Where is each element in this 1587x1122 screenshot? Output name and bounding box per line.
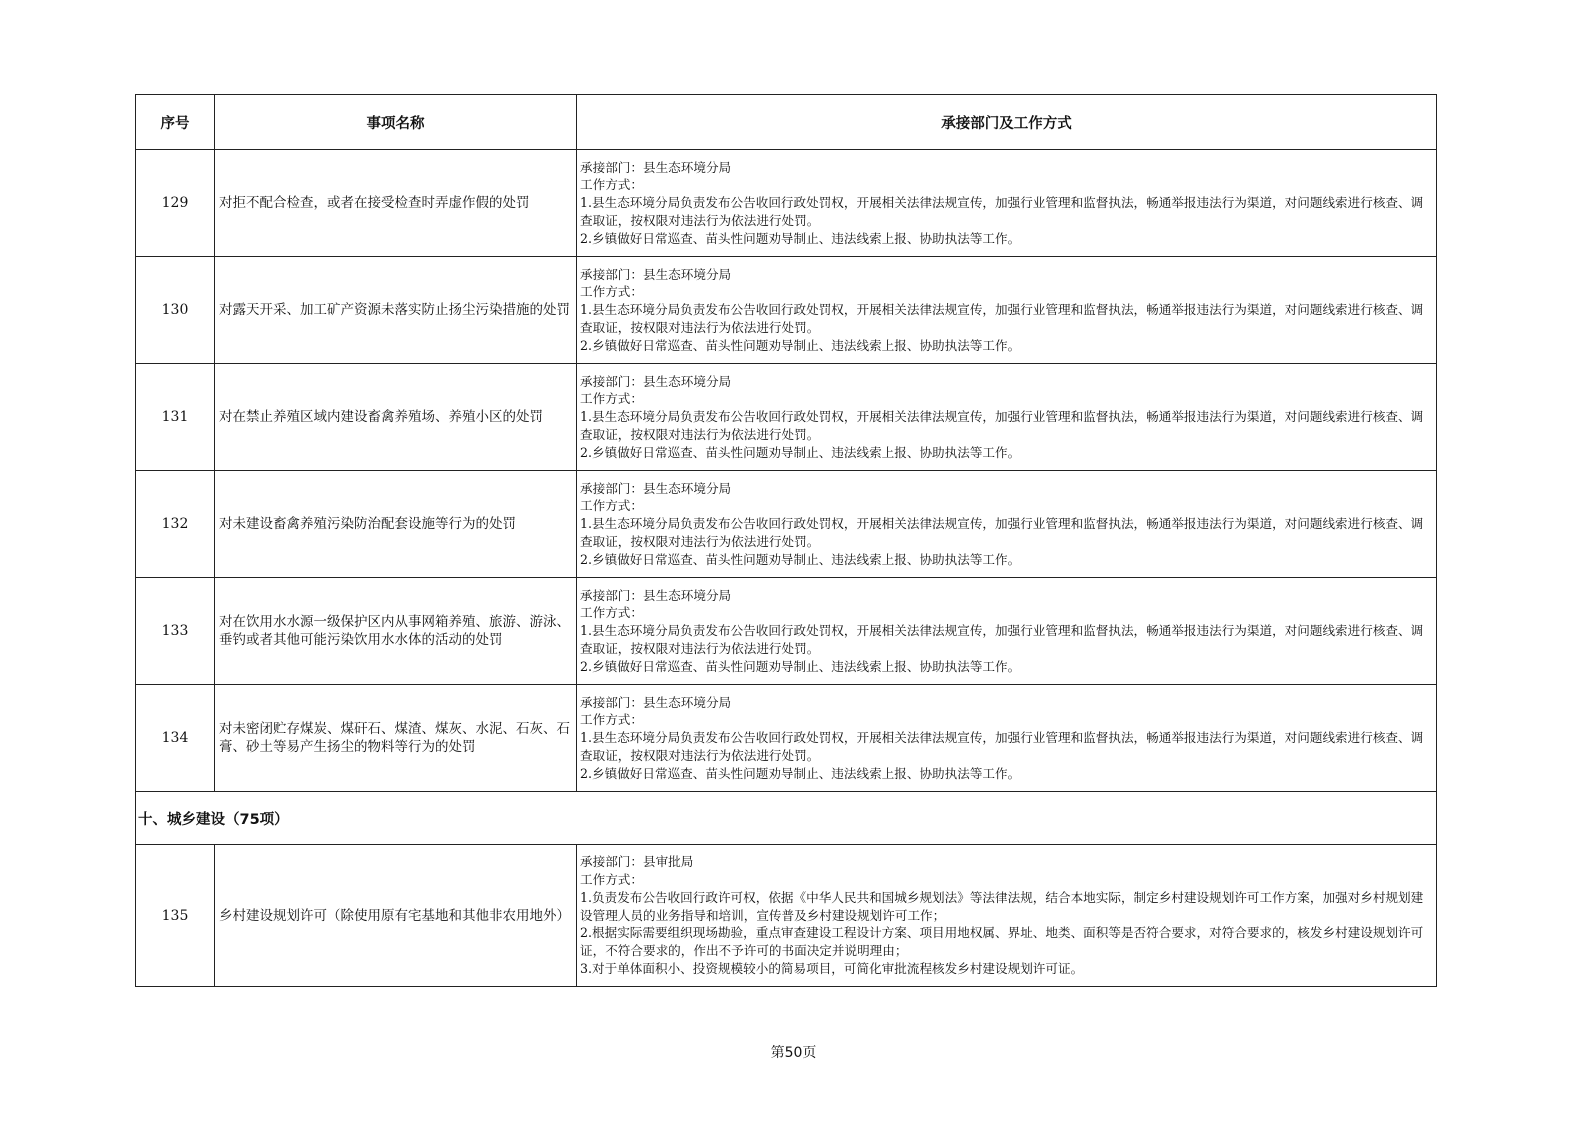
dept-line: 2.乡镇做好日常巡查、苗头性问题劝导制止、违法线索上报、协助执法等工作。: [580, 337, 1021, 353]
dept-line: 3.对于单体面积小、投资规模较小的简易项目，可简化审批流程核发乡村建设规划许可证。: [580, 960, 1084, 976]
table-row: [136, 578, 1437, 685]
table-header-row: [136, 95, 1437, 150]
dept-line: 1.县生态环境分局负责发布公告收回行政处罚权，开展相关法律法规宣传，加强行业管理和监督执法，畅通举报违法行为渠道，对问题线索进行核查、调查取证，按权限对违法行为依法进行处罚。: [580, 730, 1424, 763]
row-serial-number: 135: [136, 845, 215, 987]
row-department-method: [577, 471, 1437, 578]
dept-line: 2.乡镇做好日常巡查、苗头性问题劝导制止、违法线索上报、协助执法等工作。: [580, 551, 1021, 567]
dept-line: 承接部门：县生态环境分局: [580, 694, 732, 710]
page-number: 第50页: [770, 1045, 817, 1061]
dept-line: 承接部门：县生态环境分局: [580, 480, 732, 496]
dept-line: 2.乡镇做好日常巡查、苗头性问题劝导制止、违法线索上报、协助执法等工作。: [580, 658, 1021, 674]
row-item-name: 对拒不配合检查，或者在接受检查时弄虚作假的处罚: [215, 150, 577, 257]
row-department-method: [577, 364, 1437, 471]
table-row: [136, 471, 1437, 578]
dept-line: 承接部门：县生态环境分局: [580, 159, 732, 175]
dept-line: 承接部门：县生态环境分局: [580, 587, 732, 603]
table-row: [136, 150, 1437, 257]
row-item-name: 对在饮用水水源一级保护区内从事网箱养殖、旅游、游泳、垂钓或者其他可能污染饮用水水体的活动的处罚: [215, 578, 577, 685]
dept-line: 工作方式：: [580, 284, 643, 300]
dept-line: 工作方式：: [580, 605, 643, 621]
dept-line: 2.乡镇做好日常巡查、苗头性问题劝导制止、违法线索上报、协助执法等工作。: [580, 444, 1021, 460]
row-item-name: 对未建设畜禽养殖污染防治配套设施等行为的处罚: [215, 471, 577, 578]
dept-line: 2.根据实际需要组织现场勘验，重点审查建设工程设计方案、项目用地权属、界址、地类、面积等是否符合要求，对符合要求的，核发乡村建设规划许可证，不符合要求的，作出不予许可的书面决定并说明理由；: [580, 925, 1424, 959]
dept-line: 2.乡镇做好日常巡查、苗头性问题劝导制止、违法线索上报、协助执法等工作。: [580, 230, 1021, 246]
table-row: [136, 257, 1437, 364]
header-serial-number: 序号: [136, 95, 215, 150]
row-serial-number: 132: [136, 471, 215, 578]
row-serial-number: 131: [136, 364, 215, 471]
row-item-name: 对在禁止养殖区域内建设畜禽养殖场、养殖小区的处罚: [215, 364, 577, 471]
row-department-method: [577, 150, 1437, 257]
row-department-method: [577, 257, 1437, 364]
row-item-name: 对露天开采、加工矿产资源未落实防止扬尘污染措施的处罚: [215, 257, 577, 364]
table-row: [136, 685, 1437, 792]
row-item-name: 乡村建设规划许可（除使用原有宅基地和其他非农用地外）: [215, 845, 577, 987]
dept-line: 工作方式：: [580, 391, 643, 407]
row-item-name: 对未密闭贮存煤炭、煤矸石、煤渣、煤灰、水泥、石灰、石膏、砂土等易产生扬尘的物料等行为的处罚: [215, 685, 577, 792]
dept-line: 1.县生态环境分局负责发布公告收回行政处罚权，开展相关法律法规宣传，加强行业管理和监督执法，畅通举报违法行为渠道，对问题线索进行核查、调查取证，按权限对违法行为依法进行处罚。: [580, 302, 1424, 335]
row-serial-number: 130: [136, 257, 215, 364]
permission-table: [135, 94, 1437, 987]
dept-line: 1.县生态环境分局负责发布公告收回行政处罚权，开展相关法律法规宣传，加强行业管理和监督执法，畅通举报违法行为渠道，对问题线索进行核查、调查取证，按权限对违法行为依法进行处罚。: [580, 516, 1424, 549]
dept-line: 1.负责发布公告收回行政许可权，依据《中华人民共和国城乡规划法》等法律法规，结合本地实际，制定乡村建设规划许可工作方案，加强对乡村规划建设管理人员的业务指导和培训，宣传普及乡村建设规划许可工作；: [580, 889, 1424, 923]
dept-line: 承接部门：县生态环境分局: [580, 373, 732, 389]
dept-line: 工作方式：: [580, 872, 643, 887]
row-serial-number: 133: [136, 578, 215, 685]
dept-line: 1.县生态环境分局负责发布公告收回行政处罚权，开展相关法律法规宣传，加强行业管理和监督执法，畅通举报违法行为渠道，对问题线索进行核查、调查取证，按权限对违法行为依法进行处罚。: [580, 195, 1424, 228]
table-row: [136, 364, 1437, 471]
row-serial-number: 134: [136, 685, 215, 792]
dept-line: 承接部门：县审批局: [580, 854, 694, 870]
dept-line: 1.县生态环境分局负责发布公告收回行政处罚权，开展相关法律法规宣传，加强行业管理和监督执法，畅通举报违法行为渠道，对问题线索进行核查、调查取证，按权限对违法行为依法进行处罚。: [580, 623, 1424, 656]
row-serial-number: 129: [136, 150, 215, 257]
dept-line: 2.乡镇做好日常巡查、苗头性问题劝导制止、违法线索上报、协助执法等工作。: [580, 765, 1021, 781]
row-department-method: [577, 578, 1437, 685]
header-department-method: 承接部门及工作方式: [577, 95, 1437, 150]
row-department-method: [577, 845, 1437, 987]
dept-line: 承接部门：县生态环境分局: [580, 266, 732, 282]
dept-line: 1.县生态环境分局负责发布公告收回行政处罚权，开展相关法律法规宣传，加强行业管理和监督执法，畅通举报违法行为渠道，对问题线索进行核查、调查取证，按权限对违法行为依法进行处罚。: [580, 409, 1424, 442]
dept-line: 工作方式：: [580, 712, 643, 728]
section-title: 十、城乡建设（75项）: [136, 792, 1437, 845]
row-department-method: [577, 685, 1437, 792]
section-header-row: [136, 792, 1437, 845]
header-item-name: 事项名称: [215, 95, 577, 150]
table-row: [136, 845, 1437, 987]
dept-line: 工作方式：: [580, 498, 643, 514]
dept-line: 工作方式：: [580, 177, 643, 193]
